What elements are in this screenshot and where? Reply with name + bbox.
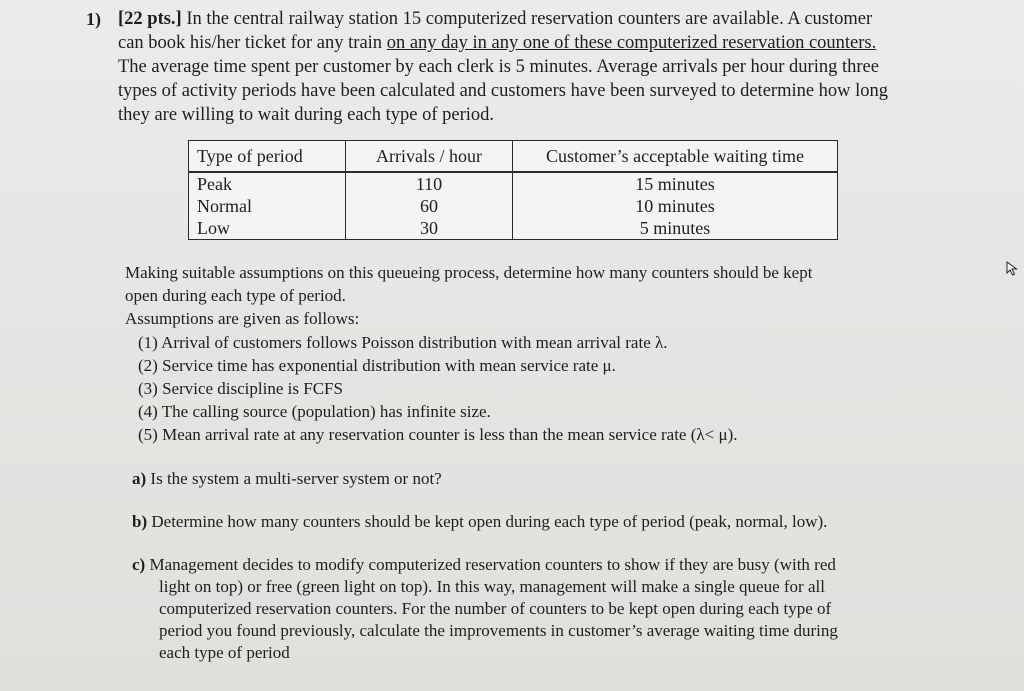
arrivals-table (188, 140, 838, 240)
question-line-5: they are willing to wait during each type of period. (118, 105, 495, 125)
assumption-3: (3) Service discipline is FCFS (138, 379, 343, 398)
part-c-line-2: light on top) or free (green light on top). In this way, management will make a single queue for all (159, 577, 825, 596)
question-line-2: can book his/her ticket for any train on any day in any one of these computerized reservation counters. (118, 33, 877, 53)
part-b: b) Determine how many counters should be kept open during each type of period (peak, normal, low). (132, 512, 828, 531)
table-header-row (189, 141, 838, 173)
header-waiting: Customer’s acceptable waiting time (513, 141, 838, 173)
underlined-phrase: on any day in any one of these computerized reservation counters. (386, 33, 877, 53)
cell-arrivals: 110 (346, 172, 513, 195)
intro-line-1: Making suitable assumptions on this queueing process, determine how many counters should be kept (125, 263, 813, 282)
assumption-5: (5) Mean arrival rate at any reservation counter is less than the mean service rate (λ< μ). (138, 425, 738, 444)
cell-period: Peak (189, 172, 346, 195)
cell-period: Low (189, 217, 346, 240)
table-row (189, 195, 838, 217)
cell-period: Normal (189, 195, 346, 217)
part-a: a) Is the system a multi-server system or not? (132, 469, 442, 488)
cell-waiting: 5 minutes (513, 217, 838, 240)
intro-line-2: open during each type of period. (125, 286, 346, 305)
question-line-4: types of activity periods have been calculated and customers have been surveyed to determine how long (118, 81, 889, 101)
cursor-arrow-icon (1004, 260, 1022, 278)
part-c-line-4: period you found previously, calculate the improvements in customer’s average waiting time during (159, 621, 838, 640)
cell-waiting: 15 minutes (513, 172, 838, 195)
question-line-1: [22 pts.] In the central railway station 15 computerized reservation counters are available. A customer (118, 9, 873, 29)
part-b-label: b) (132, 512, 148, 531)
assumption-2: (2) Service time has exponential distribution with mean service rate μ. (138, 356, 616, 375)
table-row (189, 217, 838, 240)
cell-arrivals: 60 (346, 195, 513, 217)
header-type: Type of period (189, 141, 346, 173)
cell-waiting: 10 minutes (513, 195, 838, 217)
part-c-line-1: c) Management decides to modify computerized reservation counters to show if they are busy (with red (132, 555, 836, 574)
question-number: 1) (86, 9, 101, 29)
assumption-1: (1) Arrival of customers follows Poisson distribution with mean arrival rate λ. (138, 333, 668, 352)
table-row (189, 172, 838, 195)
question-line-3: The average time spent per customer by each clerk is 5 minutes. Average arrivals per hour during three (118, 57, 879, 77)
cell-arrivals: 30 (346, 217, 513, 240)
points-label: [22 pts.] (118, 9, 182, 29)
header-arrivals: Arrivals / hour (346, 141, 513, 173)
part-c-line-3: computerized reservation counters. For the number of counters to be kept open during each type of (159, 599, 832, 618)
part-c-label: c) (132, 555, 146, 574)
part-c-line-5: each type of period (159, 643, 290, 662)
part-a-label: a) (132, 469, 147, 488)
assumptions-heading: Assumptions are given as follows: (125, 309, 360, 328)
assumption-4: (4) The calling source (population) has infinite size. (138, 402, 491, 421)
